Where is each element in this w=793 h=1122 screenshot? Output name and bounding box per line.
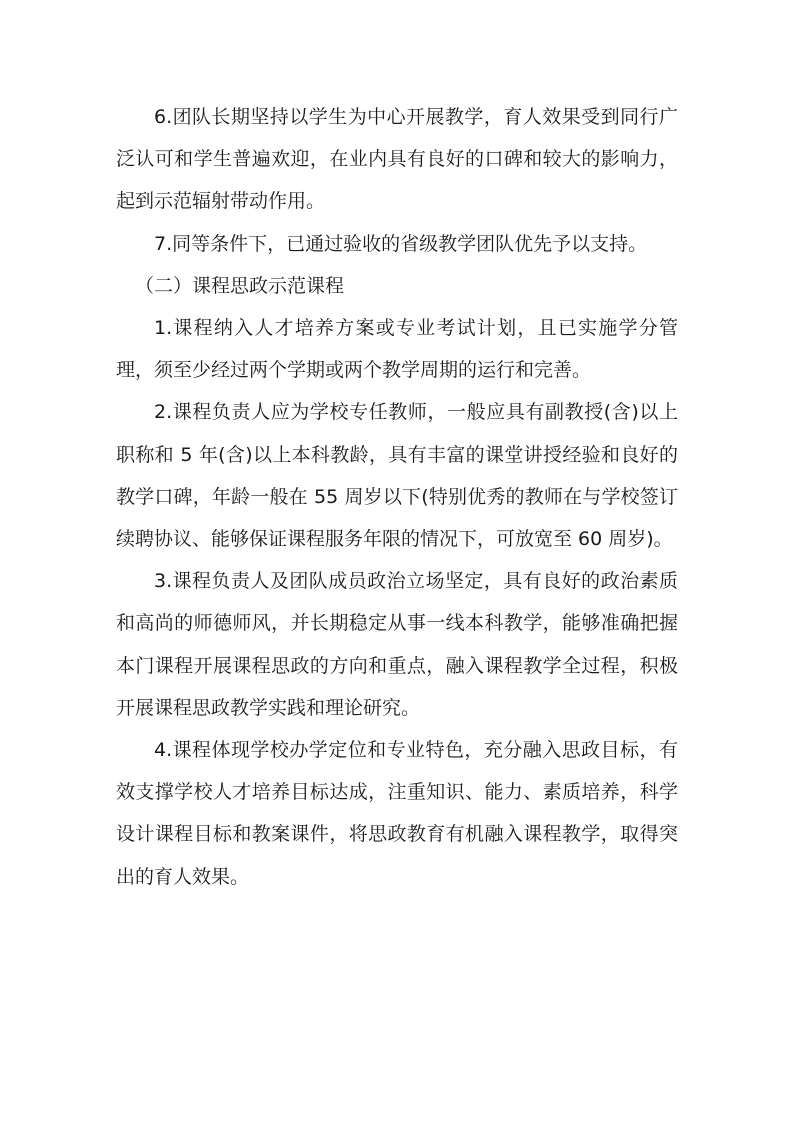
paragraph-item-4: 4.课程体现学校办学定位和专业特色，充分融入思政目标，有效支撑学校人才培养目标达成，注重知识、能力、素质培养，科学设计课程目标和教案课件，将思政教育有机融入课程教学，取得突出的育人效果。 <box>116 739 678 888</box>
paragraph-item-1: 1.课程纳入人才培养方案或专业考试计划，且已实施学分管理，须至少经过两个学期或两个教学周期的运行和完善。 <box>116 317 678 382</box>
paragraph-item-7: 7.同等条件下，已通过验收的省级教学团队优先予以支持。 <box>154 232 648 255</box>
section-heading: （二）课程思政示范课程 <box>135 274 345 297</box>
paragraph-item-3: 3.课程负责人及团队成员政治立场坚定，具有良好的政治素质和高尚的师德师风，并长期稳定从事一线本科教学，能够准确把握本门课程开展课程思政的方向和重点，融入课程教学全过程，积极开展课程思政教学实践和理论研究。 <box>116 570 678 719</box>
paragraph-item-2: 2.课程负责人应为学校专任教师，一般应具有副教授(含)以上职称和 5 年(含)以上本科教龄，具有丰富的课堂讲授经验和良好的教学口碑，年龄一般在 55 周岁以下(特别优秀的教师在与学校签订续聘协议、能够保证课程服务年限的情况下，可放宽至 60 周岁)。 <box>116 401 678 551</box>
paragraph-item-6: 6.团队长期坚持以学生为中心开展教学，育人效果受到同行广泛认可和学生普遍欢迎，在业内具有良好的口碑和较大的影响力，起到示范辐射带动作用。 <box>116 106 678 213</box>
document-body <box>116 96 678 898</box>
